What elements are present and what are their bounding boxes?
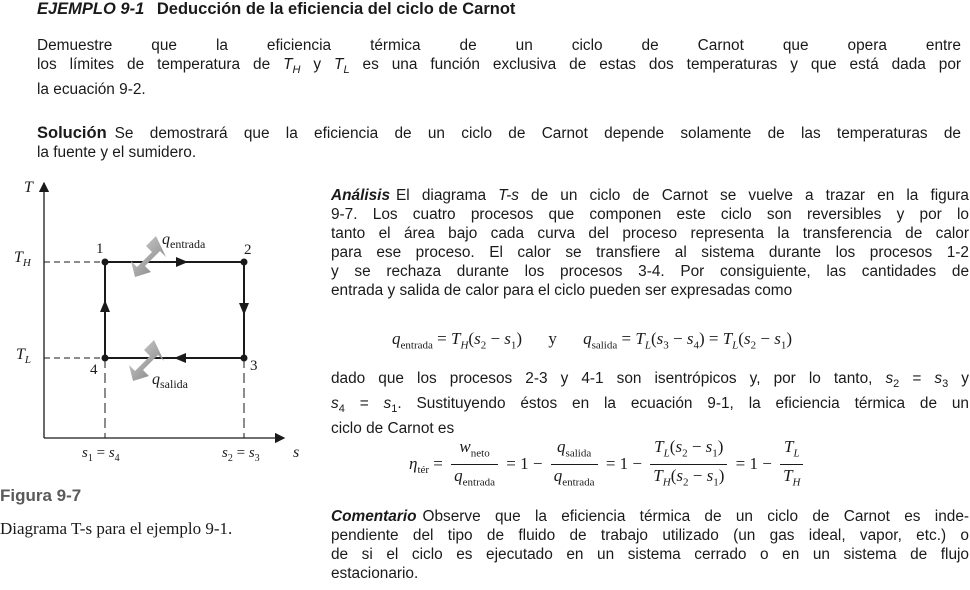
state-label-4: 4 (90, 362, 98, 378)
s-axis-label: s (293, 444, 300, 461)
analysis-line-5: y se rechaza durante los procesos 3-4. Por consiguiente, las cantidades de (331, 263, 969, 280)
example-heading (37, 0, 515, 19)
analysis-text-1: El diagrama T-s de un ciclo de Carnot se vuelve a trazar en la figura (396, 187, 969, 204)
comment-paragraph (331, 507, 969, 583)
analysis-line-3: tanto el área bajo cada curva del proceso representa la transferencia de calor (331, 225, 969, 242)
figure-caption-text: Diagrama T-s para el ejemplo 9-1. (0, 519, 233, 538)
solution-line-1 (37, 124, 961, 143)
state-point-3 (241, 355, 248, 362)
example-title: Deducción de la eficiencia del ciclo de Carnot (156, 0, 516, 18)
s2-s3-label: $s_2 = s_3$ (222, 445, 260, 464)
isentropic-line-2: $s_4 = s_1$. Sustituyendo éstos en la ecuación 9-1, la eficiencia térmica de un (331, 395, 969, 416)
state-point-4 (102, 355, 109, 362)
figure-caption (0, 519, 232, 539)
frac-qout-qin: $\frac{q_{salida}}{q_{entrada}}$ (551, 436, 598, 494)
eq-connector: y (548, 329, 557, 348)
process-arrow-4-1 (100, 300, 110, 312)
state-label-1: 1 (96, 241, 104, 257)
heat-equation: $q_{entrada} = T_H(s_2 - s_1)$ y $q_{salida} = T_L(s_3 - s_4) = T_L(s_2 - s_1)$ (392, 329, 792, 352)
frac-w-q: $\frac{w_{neto}}{q_{entrada}}$ (451, 436, 498, 494)
solution-paragraph (37, 124, 961, 162)
isentropic-line-1: dado que los procesos 2-3 y 4-1 son isentrópicos y, por lo tanto, $s_2 = s_3$ y (331, 370, 969, 391)
q-in-label: $q_{entrada}$ (162, 231, 206, 251)
th-label: $T_H$ (14, 249, 31, 269)
isentropic-line-3: ciclo de Carnot es (331, 420, 455, 438)
solution-line-2: la fuente y el sumidero. (37, 144, 197, 161)
comment-line-4: estacionario. (331, 565, 419, 582)
example-label: EJEMPLO 9-1 (37, 0, 145, 18)
frac-temps-entropy: $\frac{T_L(s_2 - s_1)}{T_H(s_2 - s_1)}$ (650, 436, 727, 494)
figure-title: Figura 9-7 (0, 486, 82, 505)
state-label-2: 2 (244, 242, 252, 258)
comment-text-1: Observe que la eficiencia térmica de un ciclo de Carnot es inde- (422, 508, 969, 525)
ts-diagram (0, 170, 320, 470)
comment-line-3: de si el ciclo es ejecutado en un sistema cerrado o en un sistema de flujo (331, 546, 969, 563)
heat-in-arrow (131, 236, 166, 277)
t-axis-label: T (24, 179, 33, 196)
comment-line-1 (331, 507, 969, 526)
analysis-line-4: para ese proceso. El calor se transfiere al sistema durante los procesos 1-2 (331, 244, 969, 261)
analysis-paragraph (331, 186, 969, 300)
problem-line-1: Demuestre que la eficiencia térmica de un ciclo de Carnot que opera entre (37, 37, 961, 54)
solution-label: Solución (37, 124, 107, 142)
problem-line-2: los límites de temperatura de $T_H$ y $T_L$ es una función exclusiva de estas dos temperaturas y que está dada por (37, 56, 962, 77)
solution-text-1: Se demostrará que la eficiencia de un ciclo de Carnot depende solamente de las temperaturas de (114, 125, 961, 142)
problem-statement (37, 36, 961, 99)
process-arrow-3-4 (174, 353, 186, 363)
analysis-line-1 (331, 186, 969, 205)
state-point-1 (102, 259, 109, 266)
tl-label: $T_L$ (16, 346, 32, 366)
s1-s4-label: $s_1 = s_4$ (82, 445, 120, 464)
state-point-2 (241, 259, 248, 266)
carnot-cycle (105, 262, 244, 358)
comment-line-2: pendiente del tipo de fluido de trabajo utilizado (un gas ideal, vapor, etc.) o (331, 527, 969, 544)
efficiency-equation: $\eta_{tér}$ = $\frac{w_{neto}}{q_{entrada}}$ = 1 − $\frac{q_{salida}}{q_{entrada}}$ = 1 − $\frac{T_L(s_2 - s_1)}{T_H(s_2 - s_1)}$ = 1 − $\frac{T_L}{T_H}$ (409, 436, 807, 494)
q-out-label: $q_{salida}$ (152, 371, 188, 391)
state-label-3: 3 (250, 358, 258, 374)
process-arrow-2-3 (239, 303, 249, 315)
analysis-line-6: entrada y salida de calor para el ciclo pueden ser expresadas como (331, 282, 793, 299)
analysis-line-2: 9-7. Los cuatro procesos que componen este ciclo son reversibles y por lo (331, 206, 969, 223)
problem-line-3: la ecuación 9-2. (37, 81, 146, 99)
isentropic-paragraph (331, 369, 969, 438)
frac-tl-th: $\frac{T_L}{T_H}$ (780, 436, 803, 494)
analysis-label: Análisis (331, 187, 391, 204)
process-arrow-1-2 (176, 257, 188, 267)
comment-label: Comentario (331, 508, 417, 525)
